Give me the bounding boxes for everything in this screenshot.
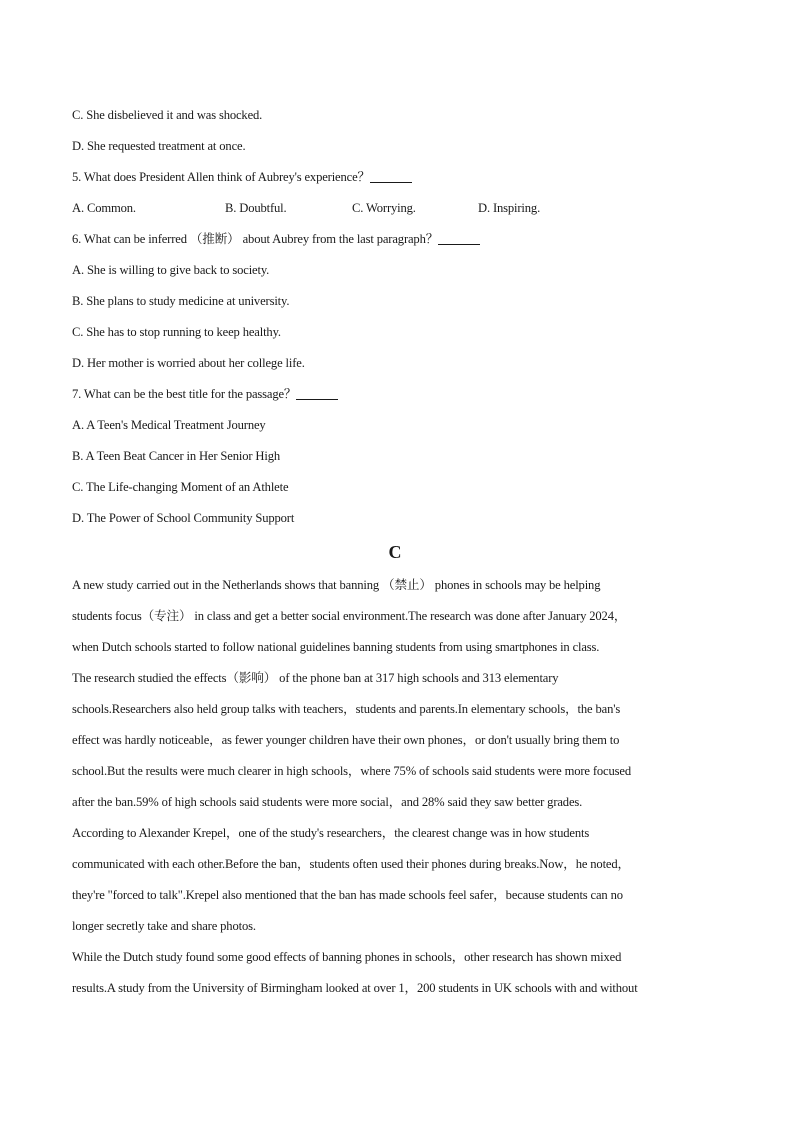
section-heading-c: C bbox=[388, 542, 402, 562]
passage-line: when Dutch schools started to follow national guidelines banning students from using smartphones in class. bbox=[72, 640, 600, 654]
q7-question bbox=[72, 379, 722, 410]
q6-question bbox=[72, 224, 722, 255]
passage-line: While the Dutch study found some good effects of banning phones in schools，other research has shown mixed bbox=[72, 950, 622, 964]
q4-option-c: C. She disbelieved it and was shocked. bbox=[72, 108, 263, 122]
passage-line: effect was hardly noticeable，as fewer younger children have their own phones，or don't usually bring them to bbox=[72, 733, 620, 747]
passage-line: A new study carried out in the Netherlands shows that banning （禁止） phones in schools may be helping bbox=[72, 578, 601, 592]
passage-c bbox=[72, 570, 722, 1004]
q5-question-text: 5. What does President Allen think of Aubrey's experience？ bbox=[72, 170, 370, 184]
passage-line: communicated with each other.Before the ban，students often used their phones during breaks.Now，he noted， bbox=[72, 857, 630, 871]
q6-option-c: C. She has to stop running to keep healthy. bbox=[72, 325, 281, 339]
q7-answer-blank[interactable] bbox=[296, 387, 338, 400]
q5-option-a: A. Common. bbox=[72, 201, 136, 215]
q7-option-c: C. The Life-changing Moment of an Athlete bbox=[72, 480, 289, 494]
q5-option-c: C. Worrying. bbox=[352, 201, 416, 215]
q6-option-a: A. She is willing to give back to society. bbox=[72, 263, 270, 277]
q6-option-b: B. She plans to study medicine at university. bbox=[72, 294, 290, 308]
passage-line: results.A study from the University of Birmingham looked at over 1，200 students in UK schools with and without bbox=[72, 981, 638, 995]
q7-option-a: A. A Teen's Medical Treatment Journey bbox=[72, 418, 266, 432]
q7-option-d: D. The Power of School Community Support bbox=[72, 511, 295, 525]
q5-answer-blank[interactable] bbox=[370, 170, 412, 183]
q6-option-d: D. Her mother is worried about her college life. bbox=[72, 356, 305, 370]
passage-line: students focus（专注） in class and get a better social environment.The research was done after January 2024， bbox=[72, 609, 627, 623]
q6-answer-blank[interactable] bbox=[438, 232, 480, 245]
q7-question-text: 7. What can be the best title for the passage？ bbox=[72, 387, 297, 401]
q5-question bbox=[72, 162, 722, 193]
passage-line: schools.Researchers also held group talks with teachers，students and parents.In elementary schools，the ban's bbox=[72, 702, 621, 716]
passage-line: longer secretly take and share photos. bbox=[72, 919, 256, 933]
passage-line: they're "forced to talk".Krepel also mentioned that the ban has made schools feel safer，because students can no bbox=[72, 888, 623, 902]
q7-option-b: B. A Teen Beat Cancer in Her Senior High bbox=[72, 449, 280, 463]
passage-line: The research studied the effects（影响） of the phone ban at 317 high schools and 313 elementary bbox=[72, 671, 559, 685]
passage-line: school.But the results were much clearer in high schools，where 75% of schools said students were more focused bbox=[72, 764, 631, 778]
q5-option-b: B. Doubtful. bbox=[225, 201, 287, 215]
q4-option-d: D. She requested treatment at once. bbox=[72, 139, 246, 153]
q5-options bbox=[72, 193, 722, 224]
worksheet-page bbox=[72, 100, 722, 1004]
q5-option-d: D. Inspiring. bbox=[478, 201, 541, 215]
passage-line: after the ban.59% of high schools said students were more social，and 28% said they saw better grades. bbox=[72, 795, 583, 809]
passage-line: According to Alexander Krepel，one of the study's researchers，the clearest change was in how students bbox=[72, 826, 590, 840]
q6-question-text: 6. What can be inferred （推断） about Aubrey from the last paragraph？ bbox=[72, 232, 439, 246]
